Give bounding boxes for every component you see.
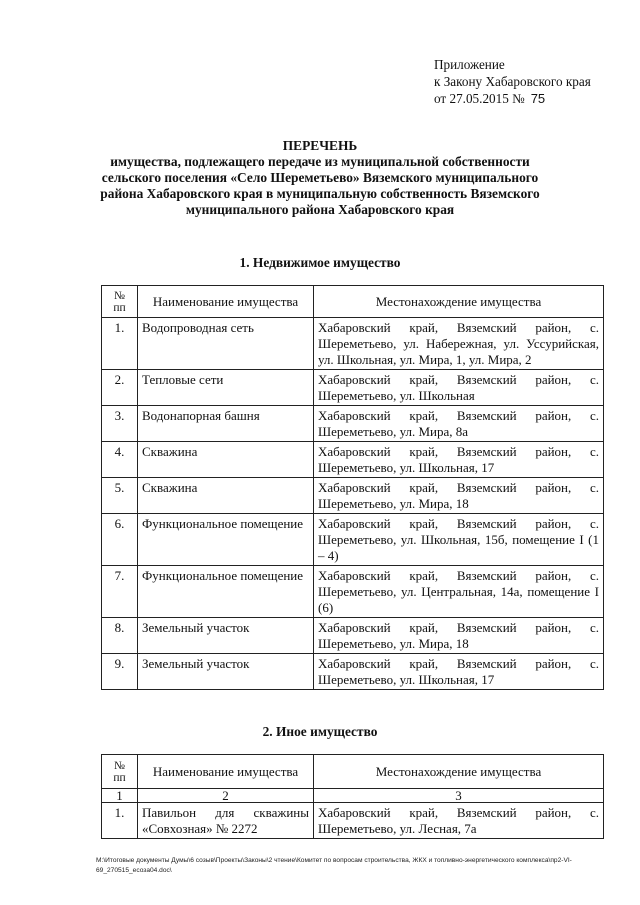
appendix-line-1: Приложение — [434, 57, 505, 72]
header-name: Наименование имущества — [138, 286, 314, 318]
item-number: 1. — [102, 803, 138, 839]
item-location: Хабаровский край, Вяземский район, с. Шереметьево, ул. Школьная, 17 — [314, 442, 604, 478]
item-location: Хабаровский край, Вяземский район, с. Шереметьево, ул. Набережная, ул. Уссурийская, ул. Школьная, ул. Мира, 1, ул. Мира, 2 — [314, 318, 604, 370]
item-location: Хабаровский край, Вяземский район, с. Шереметьево, ул. Мира, 18 — [314, 618, 604, 654]
item-name: Водонапорная башня — [138, 406, 314, 442]
item-name: Водопроводная сеть — [138, 318, 314, 370]
document-title — [90, 138, 550, 218]
table-row — [102, 318, 604, 370]
table-row — [102, 478, 604, 514]
column-index-1: 1 — [102, 789, 138, 803]
column-index-row — [102, 789, 604, 803]
appendix-date: от 27.05.2015 № — [434, 91, 525, 106]
item-number: 8. — [102, 618, 138, 654]
item-name: Функциональное помещение — [138, 566, 314, 618]
header-location: Местонахождение имущества — [314, 755, 604, 789]
column-index-3: 3 — [314, 789, 604, 803]
table-row — [102, 370, 604, 406]
item-number: 1. — [102, 318, 138, 370]
title-subheading: имущества, подлежащего передаче из муниципальной собственности сельского поселения «Село Шереметьево» Вяземского муниципального района Хабаровского края в муниципальную собственность Вяземского муниципального района Хабаровского края — [100, 154, 540, 217]
item-name: Скважина — [138, 478, 314, 514]
table-row — [102, 618, 604, 654]
item-number: 2. — [102, 370, 138, 406]
item-name: Земельный участок — [138, 654, 314, 690]
item-location: Хабаровский край, Вяземский район, с. Шереметьево, ул. Мира, 8а — [314, 406, 604, 442]
item-location: Хабаровский край, Вяземский район, с. Шереметьево, ул. Школьная — [314, 370, 604, 406]
item-name: Павильон для скважины «Совхозная» № 2272 — [138, 803, 314, 839]
item-number: 9. — [102, 654, 138, 690]
item-number: 4. — [102, 442, 138, 478]
table-row — [102, 566, 604, 618]
header-location: Местонахождение имущества — [314, 286, 604, 318]
item-location: Хабаровский край, Вяземский район, с. Шереметьево, ул. Мира, 18 — [314, 478, 604, 514]
item-location: Хабаровский край, Вяземский район, с. Шереметьево, ул. Центральная, 14а, помещение I (6) — [314, 566, 604, 618]
title-heading: ПЕРЕЧЕНЬ — [282, 138, 358, 153]
appendix-line-2: к Закону Хабаровского края — [434, 74, 591, 89]
table-header-row — [102, 286, 604, 318]
table-row — [102, 406, 604, 442]
column-index-2: 2 — [138, 789, 314, 803]
file-path-footer: M:\Итоговые документы Думы\6 созыв\Проекты\Законы\2 чтение\Комитет по вопросам строительства, ЖКХ и топливно-энергетического комплекса\пр2-VI-69_270515_eсоза04.doc\ — [96, 857, 572, 874]
appendix-law-number: 75 — [530, 91, 546, 106]
table-header-row — [102, 755, 604, 789]
appendix-block — [434, 56, 591, 107]
item-location: Хабаровский край, Вяземский район, с. Шереметьево, ул. Школьная, 17 — [314, 654, 604, 690]
item-name: Тепловые сети — [138, 370, 314, 406]
section-1-title: 1. Недвижимое имущество — [239, 255, 401, 270]
table-row — [102, 442, 604, 478]
table-row — [102, 654, 604, 690]
real-estate-table — [101, 285, 604, 690]
other-property-table — [101, 754, 604, 839]
item-number: 7. — [102, 566, 138, 618]
header-name: Наименование имущества — [138, 755, 314, 789]
section-2-title: 2. Иное имущество — [262, 724, 378, 739]
item-number: 5. — [102, 478, 138, 514]
item-number: 6. — [102, 514, 138, 566]
header-number: № пп — [102, 286, 138, 318]
table-row — [102, 514, 604, 566]
item-number: 3. — [102, 406, 138, 442]
item-name: Функциональное помещение — [138, 514, 314, 566]
item-name: Скважина — [138, 442, 314, 478]
item-name: Земельный участок — [138, 618, 314, 654]
appendix-line-3 — [434, 90, 591, 107]
item-location: Хабаровский край, Вяземский район, с. Шереметьево, ул. Школьная, 15б, помещение I (1 – 4) — [314, 514, 604, 566]
table-row — [102, 803, 604, 839]
header-number: № пп — [102, 755, 138, 789]
item-location: Хабаровский край, Вяземский район, с. Шереметьево, ул. Лесная, 7а — [314, 803, 604, 839]
